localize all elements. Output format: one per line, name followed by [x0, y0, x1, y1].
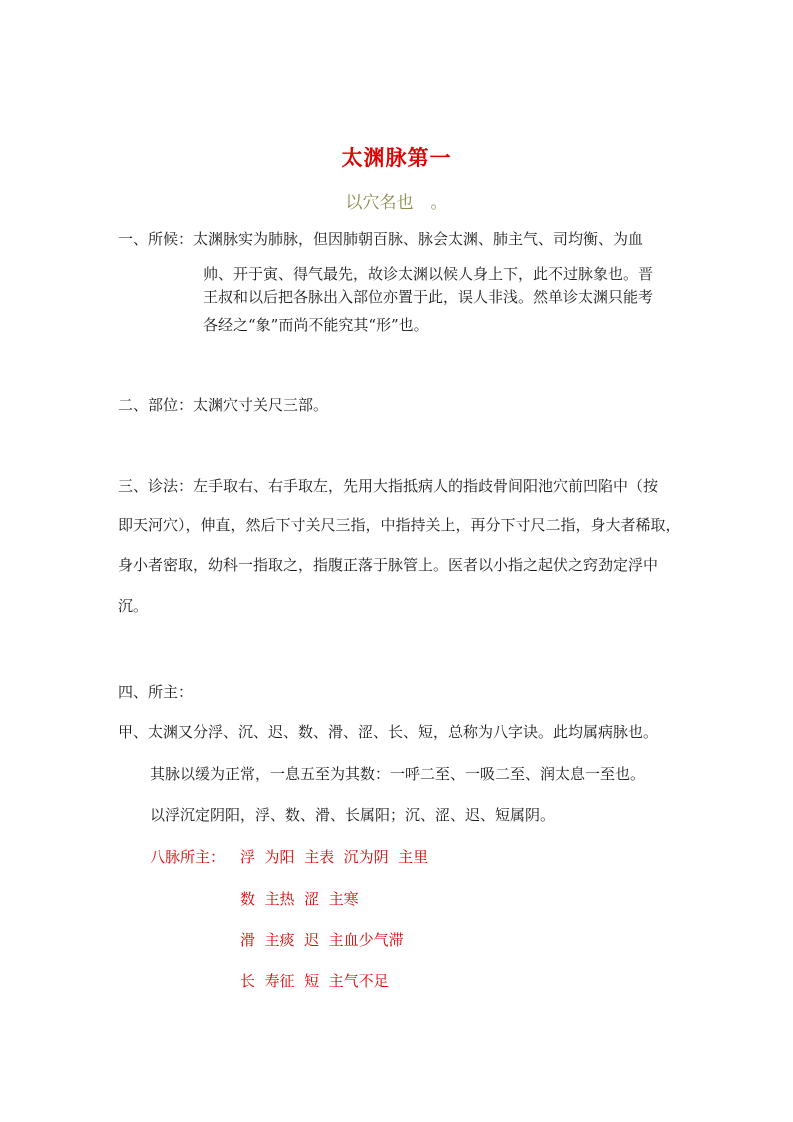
section4-line-1: 甲、太渊又分浮、沉、迟、数、滑、涩、长、短，总称为八字诀。此均属病脉也。 [118, 723, 659, 741]
section4-heading: 四、所主： [118, 683, 194, 701]
section2-text: 二、部位：太渊穴寸关尺三部。 [118, 396, 329, 414]
eight-pulses-label: 八脉所主： [150, 848, 226, 866]
section4-line-2: 其脉以缓为正常，一息五至为其数：一呼二至、一吸二至、润太息一至也。 [150, 765, 646, 783]
page-subtitle: 以穴名也 。 [345, 193, 448, 213]
section1-line-3: 王叔和以后把各脉出入部位亦置于此，误人非浅。然单诊太渊只能考 [203, 288, 654, 306]
eight-pulses-line-1: 浮 为阳 主表 沉为阴 主里 [240, 848, 429, 866]
eight-pulses-line-4: 长 寿征 短 主气不足 [240, 972, 389, 990]
page-title: 太渊脉第一 [341, 145, 452, 170]
eight-pulses-line-2: 数 主热 涩 主寒 [240, 890, 359, 908]
section1-line-4: 各经之“象”而尚不能究其“形”也。 [203, 316, 429, 334]
section1-line-2: 帅、开于寅、得气最先，故诊太渊以候人身上下，此不过脉象也。晋 [203, 265, 654, 283]
eight-pulses-line-3: 滑 主痰 迟 主血少气滞 [240, 931, 404, 949]
section3-line-2: 即天河穴），伸直，然后下寸关尺三指，中指持关上，再分下寸尺二指，身大者稀取， [118, 516, 681, 534]
section1-line-1: 一、所候：太渊脉实为肺脉，但因肺朝百脉、脉会太渊、肺主气、司均衡、为血 [118, 230, 644, 248]
section3-line-4: 沉。 [118, 597, 149, 615]
section4-line-3: 以浮沉定阴阳，浮、数、滑、长属阳；沉、涩、迟、短属阴。 [150, 806, 556, 824]
section3-line-1: 三、诊法：左手取右、右手取左，先用大指抵病人的指歧骨间阳池穴前凹陷中（按 [118, 477, 659, 495]
section3-line-3: 身小者密取，幼科一指取之，指腹正落于脉管上。医者以小指之起伏之窍劲定浮中 [118, 556, 659, 574]
